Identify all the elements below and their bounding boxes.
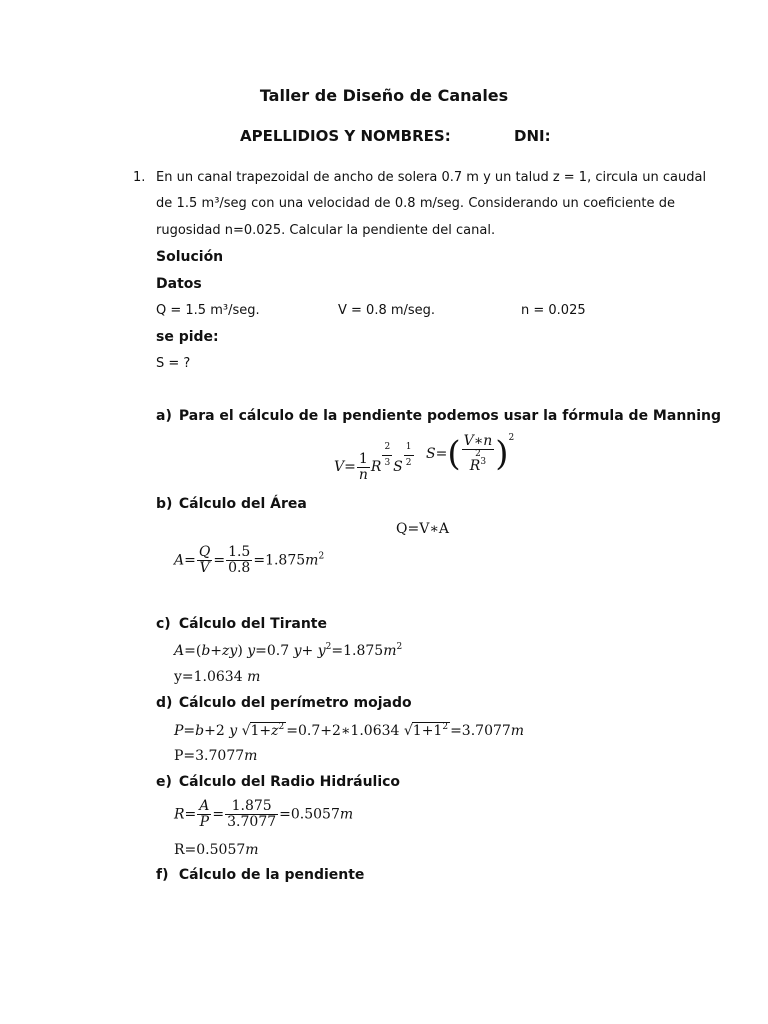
radius-numerator: 1.875: [225, 799, 278, 815]
problem-line-1: En un canal trapezoidal de ancho de solera 0.7 m y un talud z = 1, circula un caudal: [156, 170, 707, 185]
section-d-letter: d): [156, 695, 173, 711]
problem-line-2: de 1.5 m³/seg con una velocidad de 0.8 m/seg. Considerando un coeficiente de: [156, 196, 675, 211]
name-label: APELLIDIOS Y NOMBRES:: [240, 127, 451, 145]
flow-value: Q = 1.5 m³/seg.: [156, 303, 260, 318]
section-e-heading: [156, 774, 400, 790]
perimeter-values: =0.7+2∗1.0634: [286, 723, 400, 739]
asked-value: S = ?: [156, 356, 191, 371]
section-b-heading: [156, 496, 307, 512]
roughness-value: n = 0.025: [521, 303, 586, 318]
area-numerator: 1.5: [228, 544, 251, 560]
manning-equation: V= $\frac{1}{n}$ R $\frac{2}{3}$ S $\frac{1}{2}$: [334, 442, 412, 483]
data-heading: Datos: [156, 276, 202, 292]
section-b-letter: b): [156, 496, 173, 512]
velocity-value: V = 0.8 m/seg.: [338, 303, 436, 318]
section-f-heading: [156, 867, 364, 883]
section-c-letter: c): [156, 616, 171, 632]
area-result: =1.875: [253, 552, 306, 569]
radius-equation: R= $\frac{A}{P}$ = $\frac{1.875}{3.7077}$ =0.5057m: [174, 798, 354, 830]
area-equation: A= $\frac{Q}{V}$ = $\frac{1.5}{0.8}$ $=1.875m^2$: [174, 544, 325, 576]
section-a-title: Para el cálculo de la pendiente podemos usar la fórmula de Manning: [178, 408, 722, 424]
section-f-letter: f): [156, 867, 169, 883]
asked-heading: se pide:: [156, 329, 219, 345]
document-title: Taller de Diseño de Canales: [259, 86, 509, 105]
area-denominator: 0.8: [228, 560, 251, 576]
section-c-title: Cálculo del Tirante: [178, 616, 327, 632]
section-e-letter: e): [156, 774, 172, 790]
section-b-title: Cálculo del Área: [178, 496, 307, 512]
flow-equation: Q=V∗A: [396, 521, 449, 537]
solution-heading: Solución: [156, 249, 224, 265]
depth-equation: A=(b+zy) y=0.7 $y+ y^2=1.875m^2$: [174, 642, 403, 659]
section-f-title: Cálculo de la pendiente: [178, 867, 365, 883]
section-c-heading: [156, 616, 327, 632]
radius-result: =0.5057: [279, 806, 340, 823]
section-e-title: Cálculo del Radio Hidráulico: [178, 774, 401, 790]
perimeter-final: P=3.7077m: [174, 748, 258, 764]
section-a-heading: [156, 408, 721, 424]
slope-equation: S=( V∗n 2 $R^3$ )$^2$: [426, 433, 515, 474]
problem-number: 1.: [133, 170, 146, 185]
perimeter-result: =3.7077: [450, 723, 511, 739]
depth-result: y=1.0634 m: [174, 669, 261, 685]
radius-final: R=0.5057m: [174, 842, 259, 858]
section-d-title: Cálculo del perímetro mojado: [178, 695, 412, 711]
section-d-heading: [156, 695, 412, 711]
radius-denominator: 3.7077: [227, 814, 277, 830]
problem-line-3: rugosidad n=0.025. Calcular la pendiente del canal.: [156, 223, 496, 238]
perimeter-equation: P=b+2 y $√1+z^2$ =0.7+2∗1.0634 $√1+1^2 =3.7077m$: [174, 722, 525, 739]
dni-label: DNI:: [514, 127, 551, 145]
section-a-letter: a): [156, 408, 172, 424]
